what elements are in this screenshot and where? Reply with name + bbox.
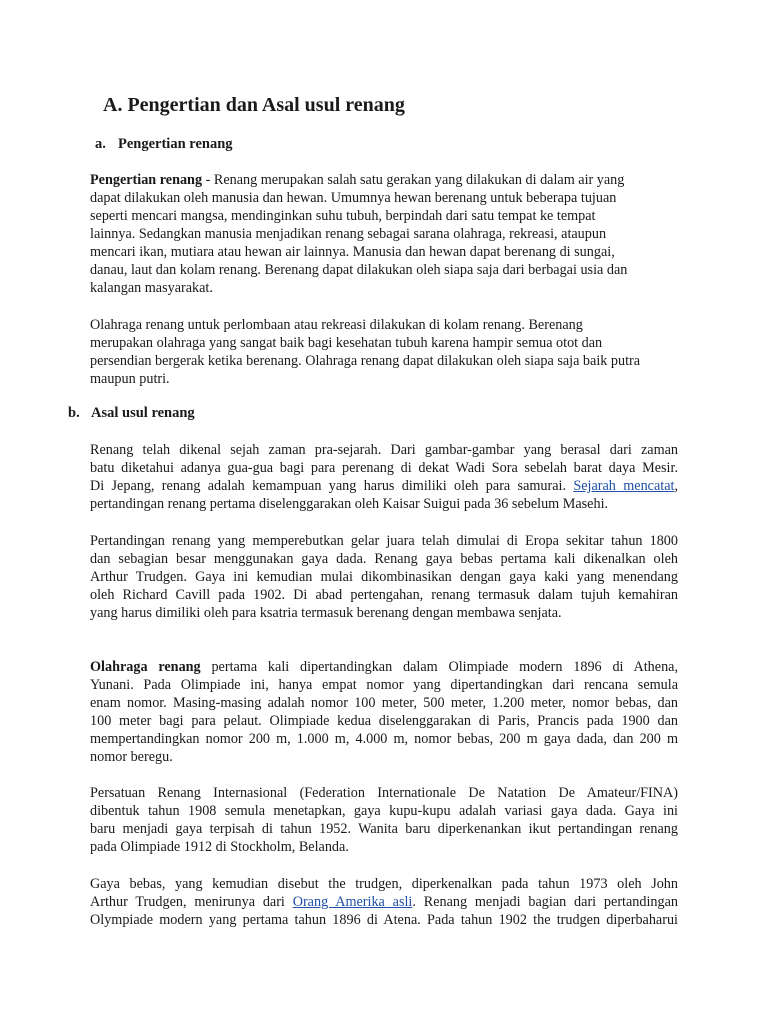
document-title: A. Pengertian dan Asal usul renang — [103, 94, 405, 116]
text-line: merupakan olahraga yang sangat baik bagi kesehatan tubuh karena hampir semua otot dan — [90, 335, 603, 351]
paragraph-eropa — [90, 532, 678, 622]
text-line: Pertandingan renang yang memperebutkan gelar juara telah dimulai di Eropa sekitar tahun 1800 — [90, 533, 678, 549]
text-line: dapat dilakukan oleh manusia dan hewan. Umumnya hewan berenang untuk beberapa tujuan — [90, 190, 617, 206]
section-heading-a — [95, 136, 233, 153]
text-line: persendian bergerak ketika berenang. Olahraga renang dapat dilakukan oleh siapa saja baik putra — [90, 353, 641, 369]
paragraph-gaya-bebas — [90, 875, 678, 929]
bold-term: Olahraga renang — [90, 659, 201, 675]
text-line: lainnya. Sedangkan manusia menjadikan renang sebagai sarana olahraga, rekreasi, ataupun — [90, 226, 607, 242]
list-marker: a. — [95, 136, 106, 152]
text-line: Olahraga renang untuk perlombaan atau rekreasi dilakukan di kolam renang. Berenang — [90, 317, 583, 333]
text-line: Renang telah dikenal sejah zaman pra-sejarah. Dari gambar-gambar yang berasal dari zaman — [90, 442, 678, 458]
text-line: pada Olimpiade 1912 di Stockholm, Belanda. — [90, 839, 349, 855]
text-line: seperti mencari mangsa, mendinginkan suhu tubuh, berpindah dari satu tempat ke tempat — [90, 208, 596, 224]
text-line: mempertandingkan nomor 200 m, 1.000 m, 4.000 m, nomor bebas, 200 m gaya dada, dan 200 m — [90, 731, 678, 747]
text-line: mencari ikan, mutiara atau hewan air lainnya. Manusia dan hewan dapat berenang di sungai, — [90, 244, 615, 260]
paragraph-olahraga — [90, 316, 678, 388]
text-line: Olympiade modern yang pertama tahun 1896 di Atena. Pada tahun 1902 the trudgen diperbaharui — [90, 912, 678, 928]
text-line: batu diketahui adanya gua-gua bagi para perenang di dekat Wadi Sora sebelah barat daya Mesir. — [90, 460, 678, 476]
orang-amerika-asli-link[interactable]: Orang Amerika asli — [292, 894, 413, 910]
text-line: nomor beregu. — [90, 749, 173, 765]
paragraph-olimpiade: Olahraga renang pertama kali dipertandingkan dalam Olimpiade modern 1896 di Athena, Yunani. Pada Olimpiade ini, hanya empat nomor yang dipertandingkan dari rencana semula enam nomor. Masing-masing adalah nomor 100 meter, 500 meter, 1.200 meter, nomor bebas, dan 100 meter bagi para pelaut. Olimpiade kedua diselenggarakan di Paris, Prancis pada 1900 dan mempertandingkan nomor 200 m, 1.000 m, 4.000 m, nomor bebas, 200 m gaya dada, dan 200 m nomor beregu. — [90, 659, 679, 765]
text-line: danau, laut dan kolam renang. Berenang dapat dilakukan oleh siapa saja dari berbagai usia dan — [90, 262, 628, 278]
section-heading-b — [68, 405, 195, 422]
section-heading-text: Asal usul renang — [91, 405, 195, 421]
sejarah-mencatat-link[interactable]: Sejarah mencatat — [573, 478, 675, 494]
text-line: dibentuk tahun 1908 semula menetapkan, gaya kupu-kupu adalah variasi gaya dada. Gaya ini — [90, 803, 678, 819]
text-line: 100 meter bagi para pelaut. Olimpiade kedua diselenggarakan di Paris, Prancis pada 1900 dan — [90, 713, 678, 729]
text-line: maupun putri. — [90, 371, 170, 387]
text-line: Gaya bebas, yang kemudian disebut the trudgen, diperkenalkan pada tahun 1973 oleh John — [90, 876, 678, 892]
text-line: Persatuan Renang Internasional (Federation Internationale De Natation De Amateur/FINA) — [90, 785, 678, 801]
text-line: pertandingan renang pertama diselenggarakan oleh Kaisar Suigui pada 36 sebelum Masehi. — [90, 496, 609, 512]
paragraph-definition: Pengertian renang - Renang merupakan salah satu gerakan yang dilakukan di dalam air yang dapat dilakukan oleh manusia dan hewan. Umumnya hewan berenang untuk beberapa tujuan seperti mencari mangsa, mendinginkan suhu tubuh, berpindah dari satu tempat ke tempat lainnya. Sedangkan manusia menjadikan renang sebagai sarana olahraga, rekreasi, ataupun mencari ikan, mutiara atau hewan air lainnya. Manusia dan hewan dapat berenang di sungai, danau, laut dan kolam renang. Berenang dapat dilakukan oleh siapa saja dari berbagai usia dan kalangan masyarakat. — [90, 171, 678, 297]
text-line: yang harus dimiliki oleh para ksatria termasuk berenang dengan membawa senjata. — [90, 605, 562, 621]
text-line: baru menjadi gaya terpisah di tahun 1952. Wanita baru diperkenankan ikut pertandingan renang — [90, 821, 678, 837]
bold-term: Pengertian renang — [90, 172, 203, 188]
text-line: Yunani. Pada Olimpiade ini, hanya empat nomor yang dipertandingkan dari rencana semula — [90, 677, 678, 693]
paragraph-fina — [90, 784, 678, 856]
text-line: Di Jepang, renang adalah kemampuan yang harus dimiliki oleh para samurai. Sejarah mencatat, — [90, 478, 678, 494]
text-line: kalangan masyarakat. — [90, 280, 213, 296]
paragraph-sejarah — [90, 441, 678, 513]
text-line: dan sebagian besar menggunakan gaya dada. Renang gaya bebas pertama kali dikenalkan oleh — [90, 551, 678, 567]
text-line: enam nomor. Masing-masing adalah nomor 100 meter, 500 meter, 1.200 meter, nomor bebas, dan — [90, 695, 678, 711]
text-line: Arthur Trudgen. Gaya ini kemudian mulai dikombinasikan dengan gaya kaki yang menendang — [90, 569, 678, 585]
list-marker: b. — [68, 405, 80, 421]
text-line: oleh Richard Cavill pada 1902. Di abad pertengahan, renang termasuk dalam tujuh kemahiran — [90, 587, 678, 603]
section-heading-text: Pengertian renang — [118, 136, 233, 152]
text-line: Arthur Trudgen, menirunya dari Orang Amerika asli. Renang menjadi bagian dari pertandingan — [90, 894, 678, 910]
